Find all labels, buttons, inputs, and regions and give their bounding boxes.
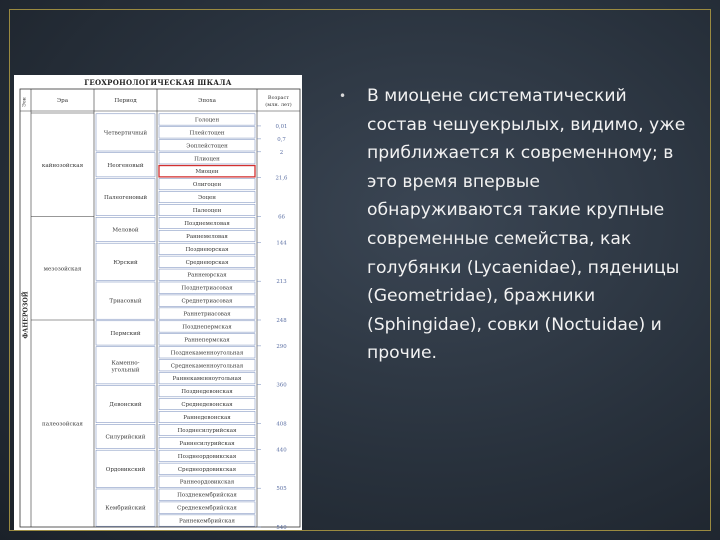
epoch-label: Олигоцен [192, 182, 222, 189]
epoch-label: Позднекембрийская [177, 492, 237, 499]
age-value: 440 [276, 447, 287, 454]
bullet-text: В миоцене систематический состав чешуекрылых, видимо, уже приближается к современному; в это время впервые обнаруживаются такие крупные современные семейства, как голубянки (Lycaenidae), пяденицы (Geometridae), бражники (Sphingidae), совки (Noctuidae) и прочие. [367, 86, 686, 364]
epoch-label: Позднемеловая [184, 220, 230, 227]
age-value: 540 [276, 525, 287, 530]
epoch-label: Плейстоцен [189, 130, 225, 137]
header-period: Период [114, 98, 137, 104]
epoch-label: Раннекаменноугольная [172, 376, 242, 383]
period-label: Неогеновый [107, 162, 144, 169]
epoch-label: Позднеордовикская [177, 453, 237, 460]
period-label: Силурийский [105, 434, 146, 441]
epoch-label: Среднекаменноугольная [170, 363, 244, 370]
geochronological-table-image [14, 75, 302, 530]
epoch-label: Плиоцен [194, 156, 220, 163]
period-label: Юрский [113, 259, 138, 266]
epoch-label: Среднеордовикская [177, 466, 237, 473]
era-label: мезозойская [43, 266, 82, 273]
age-value: 248 [276, 318, 287, 324]
geochronological-table-svg [14, 75, 302, 530]
eon-label: ФАНЕРОЗОЙ [22, 291, 30, 339]
epoch-label: Раннеюрская [187, 272, 227, 279]
epoch-label: Раннесилурийская [179, 440, 235, 447]
epoch-label: Раннекембрийская [179, 518, 235, 525]
epoch-label: Позднепермская [182, 324, 232, 331]
epoch-label: Позднесилурийская [177, 427, 237, 434]
period-label: Ордовикский [105, 466, 146, 473]
epoch-label: Среднеюрская [185, 259, 229, 266]
period-label: Триасовый [109, 298, 142, 305]
header-epoch: Эпоха [198, 98, 216, 104]
header-eon: Эон [22, 97, 28, 107]
epoch-label: Раннедевонская [183, 415, 231, 422]
epoch-label: Позднеюрская [185, 246, 229, 253]
epoch-label: Раннемеловая [186, 233, 228, 240]
period-label: Каменно- [111, 360, 140, 367]
age-value: 2 [279, 149, 284, 156]
epoch-label: Палеоцен [192, 208, 222, 215]
epoch-label: Эоплейстоцен [186, 143, 228, 150]
epoch-label: Позднекаменноугольная [170, 350, 244, 357]
header-era: Эра [56, 98, 69, 104]
age-value: 505 [276, 486, 287, 493]
epoch-label: Эоцен [198, 195, 216, 202]
age-value: 408 [276, 421, 287, 428]
epoch-label: Среднекембрийская [177, 505, 237, 512]
header-age: Возраст [267, 95, 290, 101]
bullet-item [339, 82, 689, 368]
epoch-label: Голоцен [194, 117, 220, 124]
age-value: 21,6 [275, 175, 288, 182]
age-value: 66 [278, 214, 285, 221]
period-label: Кембрийский [105, 505, 146, 512]
age-value: 0,7 [277, 136, 286, 143]
epoch-label: Среднедевонская [181, 402, 233, 409]
age-value: 290 [276, 343, 287, 350]
era-label: кайнозойская [41, 162, 84, 169]
era-label: палеозойская [42, 421, 83, 428]
epoch-label: Миоцен [195, 169, 219, 176]
epoch-label: Позднедевонская [181, 389, 233, 396]
period-label: Меловой [112, 227, 139, 234]
epoch-label: Раннепермская [184, 337, 230, 344]
period-label: Пермский [110, 330, 141, 337]
period-label: Палеогеновый [103, 195, 148, 202]
header-age-units: (млн. лет) [265, 102, 292, 108]
period-label: угольный [111, 367, 140, 374]
age-value: 144 [276, 240, 287, 247]
age-value: 360 [276, 382, 287, 389]
period-label: Четвертичный [103, 130, 148, 137]
epoch-label: Раннетриасовая [183, 311, 231, 318]
epoch-label: Среднетриасовая [181, 298, 233, 305]
age-value: 0,01 [275, 123, 288, 130]
epoch-label: Позднетриасовая [181, 285, 233, 292]
table-title: ГЕОХРОНОЛОГИЧЕСКАЯ ШКАЛА [84, 78, 232, 87]
period-label: Девонский [109, 402, 142, 409]
age-value: 213 [276, 279, 287, 286]
epoch-label: Раннеордовикская [179, 479, 235, 486]
bullet-symbol: • [339, 89, 347, 103]
